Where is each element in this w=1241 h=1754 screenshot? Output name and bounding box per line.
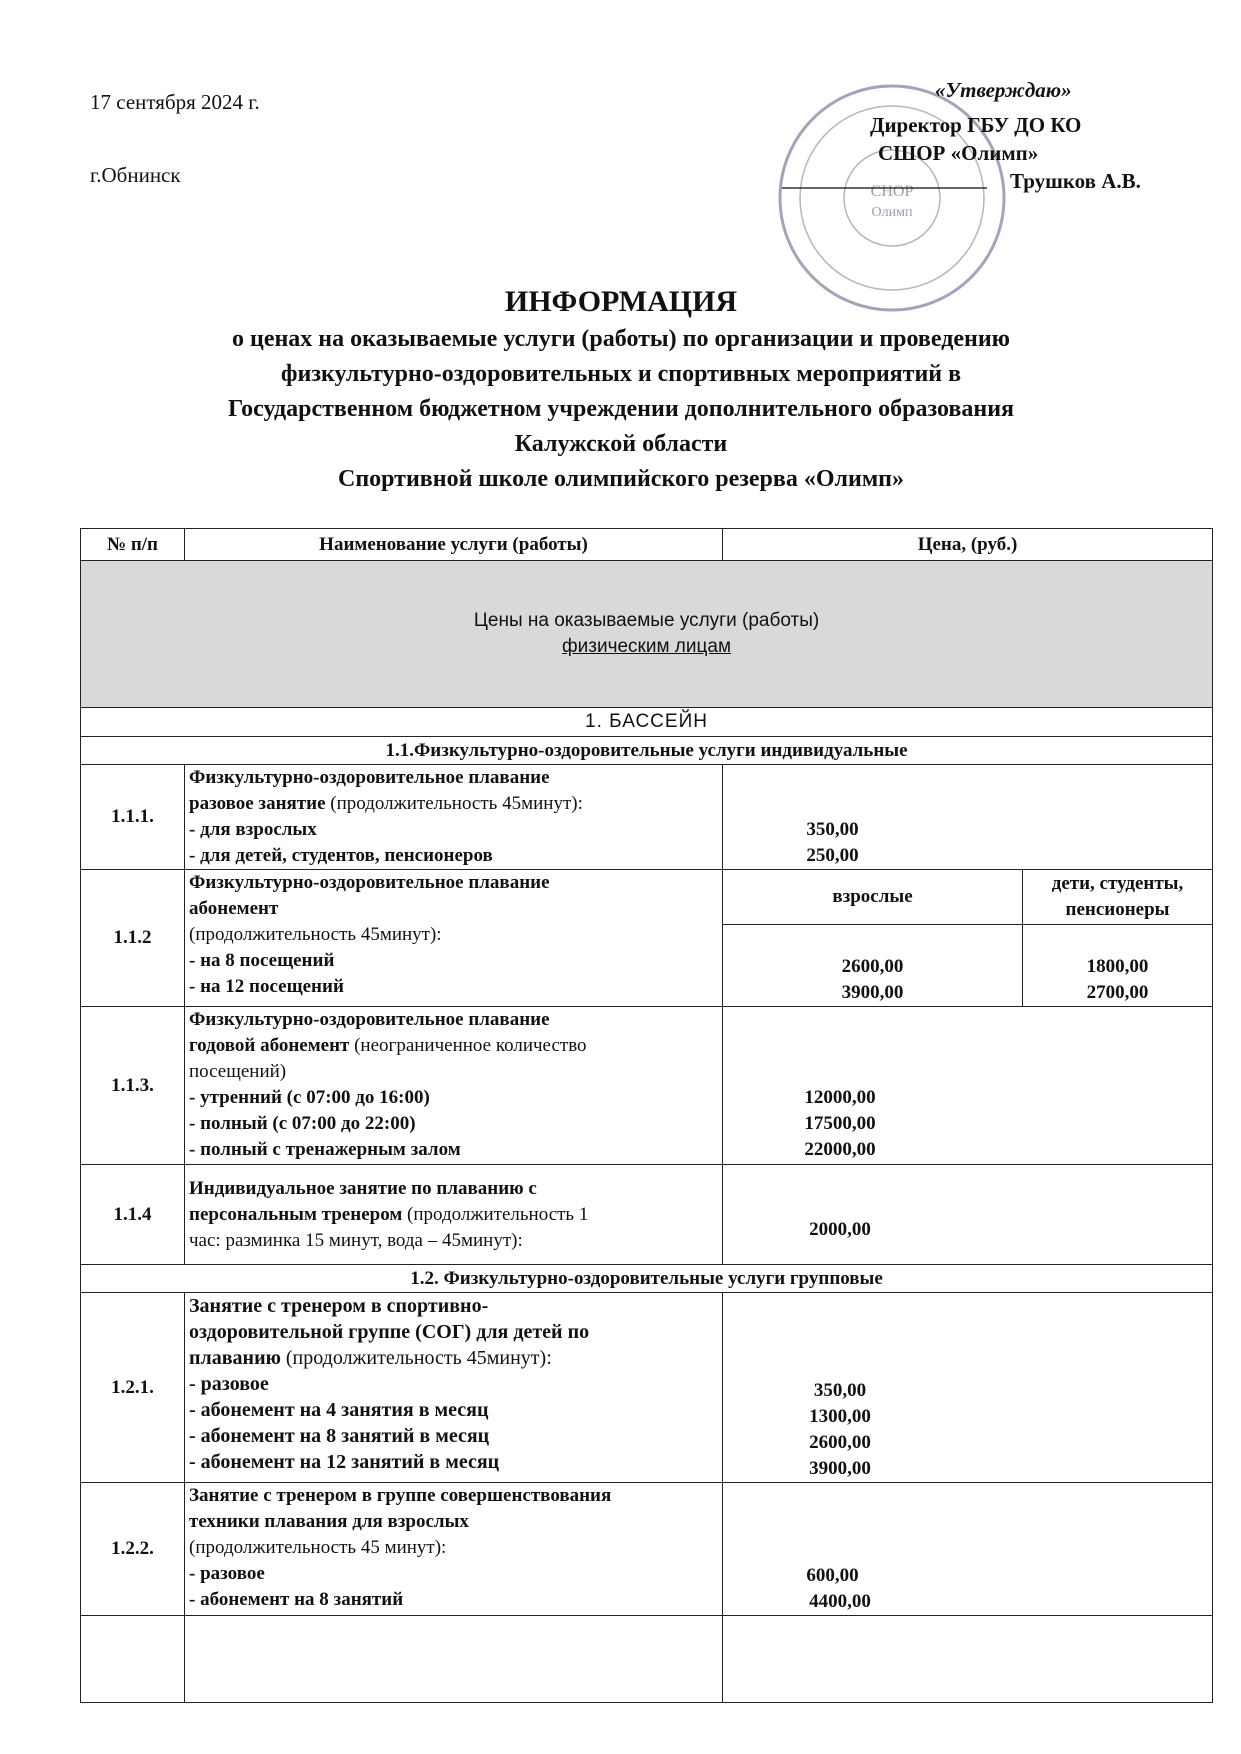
service-cell xyxy=(185,1165,723,1265)
service-line: - полный (с 07:00 до 22:00) xyxy=(189,1113,416,1134)
price-value: 3900,00 xyxy=(841,982,904,1003)
table-row xyxy=(81,870,1213,925)
service-line: Занятие с тренером в группе совершенствования xyxy=(189,1485,612,1506)
service-line-normal: (продолжительность 45минут): xyxy=(280,1347,552,1369)
price-value: 250,00 xyxy=(806,845,859,866)
document-title-block xyxy=(90,282,1152,497)
price-cell xyxy=(723,1007,1213,1165)
table-row xyxy=(81,1007,1213,1165)
service-line-bold: годовой абонемент xyxy=(189,1035,350,1056)
banner-line-2-text: физическим лицам xyxy=(562,636,732,657)
service-line xyxy=(189,1345,718,1371)
table-header-row xyxy=(81,529,1213,561)
price-value: 3900,00 xyxy=(809,1458,871,1479)
title-line-1: о ценах на оказываемые услуги (работы) по организации и проведению xyxy=(231,326,1011,352)
row-number: 1.1.2 xyxy=(81,870,185,1007)
row-number: 1.2.1. xyxy=(81,1293,185,1483)
stamp-text-top: СНОР xyxy=(870,183,914,200)
price-value: 2600,00 xyxy=(809,1432,871,1453)
price-value: 350,00 xyxy=(806,819,859,840)
price-value: 2600,00 xyxy=(841,956,904,977)
price-cell xyxy=(723,1165,1213,1265)
service-line-normal: (продолжительность 45минут): xyxy=(325,793,583,814)
approval-org: СШОР «Олимп» xyxy=(878,141,1039,165)
row-number: 1.1.1. xyxy=(81,765,185,870)
service-line xyxy=(189,791,718,817)
table-row-empty xyxy=(81,1616,1213,1703)
empty-cell xyxy=(723,1616,1213,1703)
table-banner-row xyxy=(81,561,1213,708)
banner-cell xyxy=(81,561,1213,708)
stamp-text-bottom: Олимп xyxy=(871,205,913,220)
price-value: 2700,00 xyxy=(1086,982,1149,1003)
service-line: - на 8 посещений xyxy=(189,950,335,971)
service-line-bold: персональным тренером xyxy=(189,1203,403,1225)
service-line-normal: (неограниченное количество xyxy=(349,1035,587,1056)
table-row xyxy=(81,1165,1213,1265)
price-value: 350,00 xyxy=(813,1380,867,1401)
service-line: Занятие с тренером в спортивно- xyxy=(189,1295,489,1317)
subsection-row xyxy=(81,1265,1213,1293)
service-line: посещений) xyxy=(189,1061,287,1082)
service-line: - разовое xyxy=(189,1373,269,1395)
service-line: техники плавания для взрослых xyxy=(189,1511,469,1532)
service-line: - на 12 посещений xyxy=(189,976,344,997)
approval-director: Директор ГБУ ДО КО xyxy=(870,113,1082,137)
subsection-row xyxy=(81,737,1213,765)
title-line-5: Спортивной школе олимпийского резерва «Олимп» xyxy=(337,466,904,492)
table-row xyxy=(81,765,1213,870)
document-date: 17 сентября 2024 г. xyxy=(90,90,260,114)
title-line-2: физкультурно-оздоровительных и спортивных мероприятий в xyxy=(280,361,962,387)
document-title: ИНФОРМАЦИЯ xyxy=(504,285,738,318)
service-cell xyxy=(185,1483,723,1616)
price-value: 12000,00 xyxy=(804,1087,876,1108)
row-number: 1.1.3. xyxy=(81,1007,185,1165)
service-cell xyxy=(185,1007,723,1165)
service-line: оздоровительной группе (СОГ) для детей по xyxy=(189,1321,590,1343)
price-value: 17500,00 xyxy=(804,1113,876,1134)
banner-line-2 xyxy=(85,634,1208,660)
service-line xyxy=(189,1033,718,1059)
header-num: № п/п xyxy=(81,529,185,561)
price-cell xyxy=(723,1293,1213,1483)
service-line: - абонемент на 4 занятия в месяц xyxy=(189,1399,489,1421)
service-line: Индивидуальное занятие по плаванию с xyxy=(189,1177,537,1199)
service-line: (продолжительность 45 минут): xyxy=(189,1537,447,1558)
service-line: - абонемент на 8 занятий в месяц xyxy=(189,1425,490,1447)
section-row xyxy=(81,708,1213,737)
price-value: 22000,00 xyxy=(804,1139,876,1160)
price-cell-adults xyxy=(723,925,1023,1007)
price-cell-kids xyxy=(1023,925,1213,1007)
price-value: 1800,00 xyxy=(1086,956,1149,977)
service-cell xyxy=(185,870,723,1007)
approval-heading: «Утверждаю» xyxy=(935,78,1072,102)
row-number: 1.1.4 xyxy=(81,1165,185,1265)
service-cell xyxy=(185,765,723,870)
approval-signer: Трушков А.В. xyxy=(1010,169,1141,193)
service-line-normal: (продолжительность 1 xyxy=(402,1203,589,1225)
service-line: - разовое xyxy=(189,1563,265,1584)
price-value: 2000,00 xyxy=(809,1218,871,1240)
table-row xyxy=(81,1293,1213,1483)
service-line xyxy=(189,1202,718,1228)
service-line: - абонемент на 8 занятий xyxy=(189,1589,404,1610)
price-value: 600,00 xyxy=(806,1565,859,1586)
price-header-adults: взрослые xyxy=(723,870,1023,925)
header-name: Наименование услуги (работы) xyxy=(185,529,723,561)
price-cell xyxy=(723,765,1213,870)
subsection-title-11: 1.1.Физкультурно-оздоровительные услуги индивидуальные xyxy=(81,737,1213,765)
subsection-title-12: 1.2. Физкультурно-оздоровительные услуги групповые xyxy=(81,1265,1213,1293)
title-line-3: Государственном бюджетном учреждении дополнительного образования xyxy=(228,396,1014,422)
service-line: Физкультурно-оздоровительное плавание xyxy=(189,767,550,788)
service-line: - для взрослых xyxy=(189,819,317,840)
table-row xyxy=(81,1483,1213,1616)
service-cell xyxy=(185,1293,723,1483)
price-header-kids: дети, студенты, пенсионеры xyxy=(1023,870,1213,925)
price-value: 4400,00 xyxy=(809,1591,871,1612)
service-line: - абонемент на 12 занятий в месяц xyxy=(189,1451,500,1473)
approval-block xyxy=(790,78,1190,194)
title-line-4: Калужской области xyxy=(514,431,728,457)
header-price: Цена, (руб.) xyxy=(723,529,1213,561)
empty-cell xyxy=(81,1616,185,1703)
price-value: 1300,00 xyxy=(809,1406,871,1427)
service-line: - для детей, студентов, пенсионеров xyxy=(189,845,493,866)
service-line: - полный с тренажерным залом xyxy=(189,1139,461,1160)
service-line-bold: разовое занятие xyxy=(189,793,326,814)
service-line: - утренний (с 07:00 до 16:00) xyxy=(189,1087,430,1108)
service-line: абонемент xyxy=(189,898,279,919)
banner-line-1: Цены на оказываемые услуги (работы) xyxy=(473,610,820,631)
price-cell xyxy=(723,1483,1213,1616)
price-table xyxy=(80,528,1213,1703)
section-title: 1. БАССЕЙН xyxy=(81,708,1213,737)
service-line: Физкультурно-оздоровительное плавание xyxy=(189,1009,550,1030)
service-line: Физкультурно-оздоровительное плавание xyxy=(189,872,550,893)
row-number: 1.2.2. xyxy=(81,1483,185,1616)
service-line-bold: плаванию xyxy=(189,1347,281,1369)
document-city: г.Обнинск xyxy=(90,163,181,187)
service-line: час: разминка 15 минут, вода – 45минут): xyxy=(189,1229,523,1251)
service-line: (продолжительность 45минут): xyxy=(189,924,442,945)
empty-cell xyxy=(185,1616,723,1703)
